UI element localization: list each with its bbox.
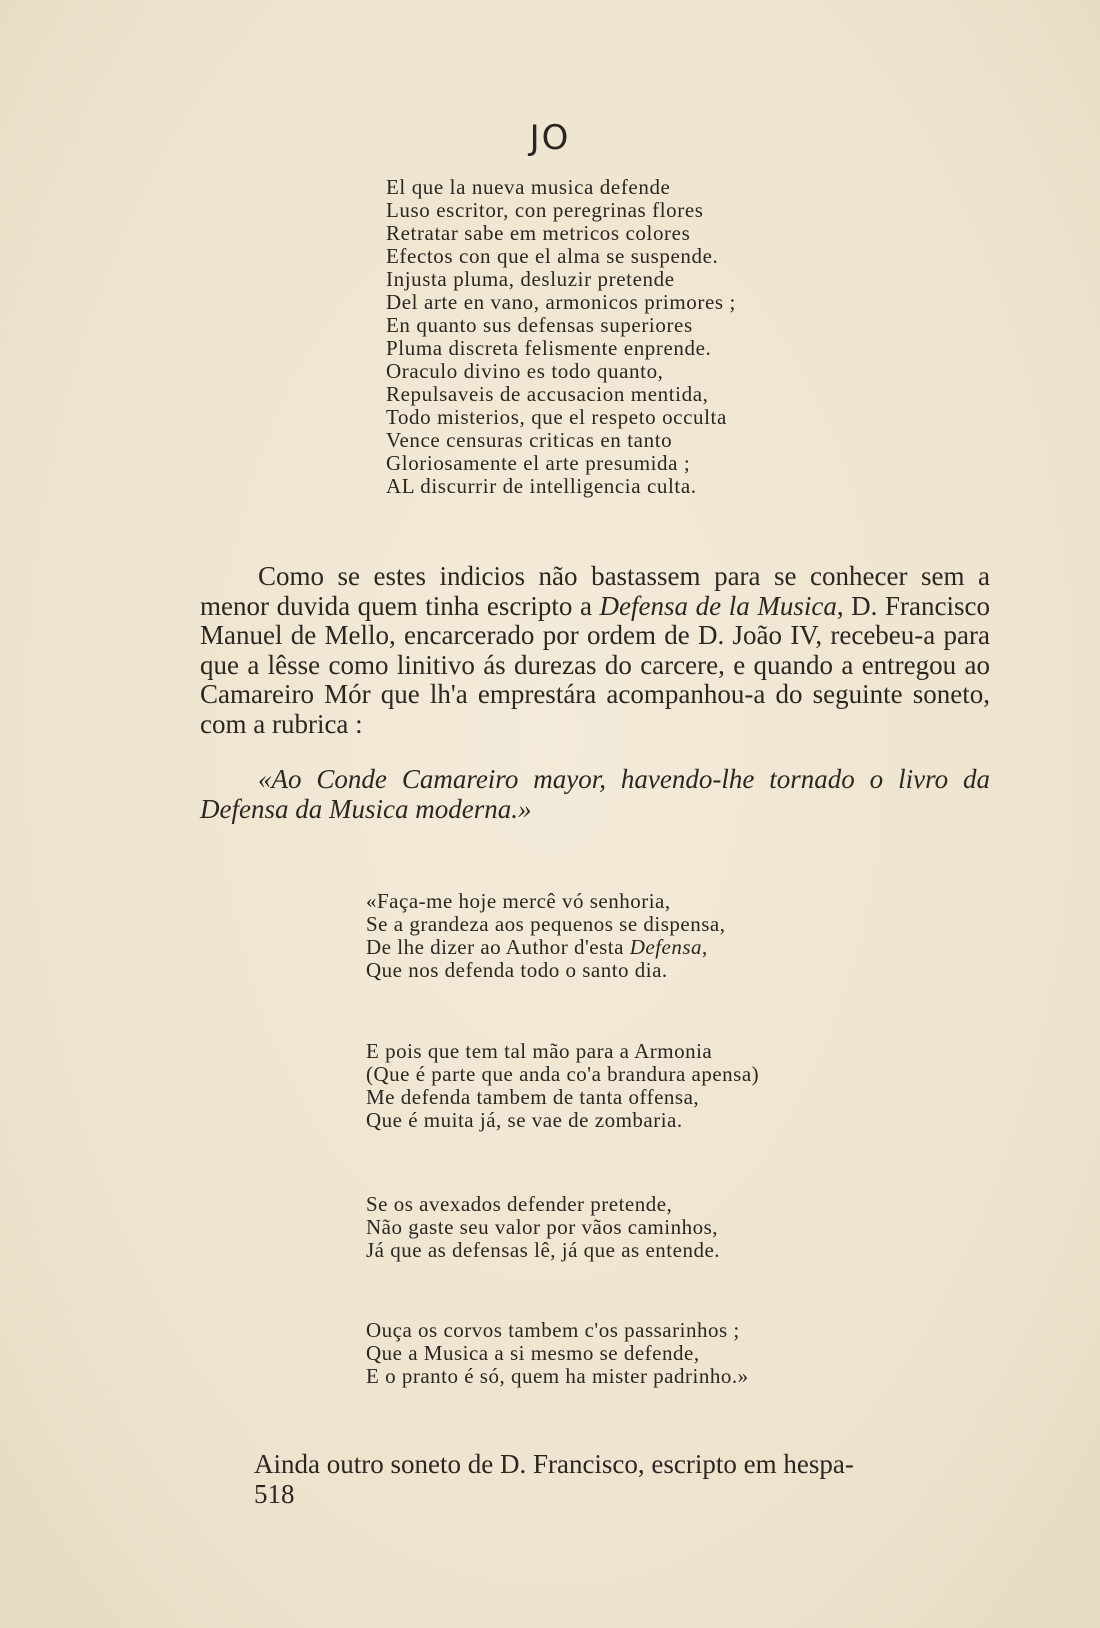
sonnet-stanza-1 [366, 890, 725, 982]
poem-line: En quanto sus defensas superiores [386, 313, 693, 337]
poem-line: AL discurrir de intelligencia culta. [386, 474, 697, 498]
sonnet-line: Se a grandeza aos pequenos se dispensa, [366, 912, 726, 936]
poem-line: Pluma discreta felismente enprende. [386, 336, 712, 360]
poem-line: Del arte en vano, armonicos primores ; [386, 290, 736, 314]
poem-line: Gloriosamente el arte presumida ; [386, 451, 691, 475]
final-line: Ainda outro soneto de D. Francisco, escripto em hespa- [254, 1449, 854, 1479]
sonnet-line: Que nos defenda todo o santo dia. [366, 958, 668, 982]
sonnet-stanza-2 [366, 1040, 759, 1132]
sonnet-stanza-3 [366, 1193, 720, 1262]
paragraph-text [200, 562, 990, 739]
paragraph-text-part: , D. Francisco Manuel de Mello, encarcerado por ordem de D. João IV, recebeu-a para que a lêsse como linitivo ás durezas do carcere, e quando a entregou ao Camareiro Mór que lh'a emprestára acompanhou-a do seguinte soneto, com a rubrica : [200, 590, 991, 739]
body-paragraph [200, 562, 990, 739]
rubric-paragraph [200, 765, 990, 824]
poem-line: Oraculo divino es todo quanto, [386, 359, 664, 383]
punctuation: , [702, 935, 708, 959]
sonnet-stanza-4 [366, 1319, 749, 1388]
sonnet-line: Ouça os corvos tambem c'os passarinhos ; [366, 1318, 740, 1342]
running-header: JO [529, 118, 571, 158]
sonnet-line: Que é muita já, se vae de zombaria. [366, 1108, 683, 1132]
sonnet-line: E o pranto é só, quem ha mister padrinho.» [366, 1364, 749, 1388]
poem-line: Injusta pluma, desluzir pretende [386, 267, 675, 291]
poem-line: Retratar sabe em metricos colores [386, 221, 691, 245]
poem-line: Todo misterios, que el respeto occulta [386, 405, 727, 429]
sonnet-line: Me defenda tambem de tanta offensa, [366, 1085, 700, 1109]
sonnet-line: Já que as defensas lê, já que as entende. [366, 1238, 721, 1262]
italic-word: Defensa [629, 935, 703, 959]
poem-line: Vence censuras criticas en tanto [386, 428, 673, 452]
sonnet-line: E pois que tem tal mão para a Armonia [366, 1039, 713, 1063]
sonnet-line: Que a Musica a si mesmo se defende, [366, 1341, 700, 1365]
book-title-italic: Defensa de la Musica [599, 590, 837, 621]
rubric-text: «Ao Conde Camareiro mayor, havendo-lhe tornado o livro da Defensa da Musica moderna.» [200, 764, 990, 824]
poem-line: Luso escritor, con peregrinas flores [386, 198, 704, 222]
sonnet-line-text: De lhe dizer ao Author d'esta [366, 935, 630, 959]
poem-line: Efectos con que el alma se suspende. [386, 244, 719, 268]
sonnet-line: «Faça-me hoje mercê vó senhoria, [366, 889, 671, 913]
sonnet-line: Não gaste seu valor por vãos caminhos, [366, 1215, 718, 1239]
poem-line: Repulsaveis de accusacion mentida, [386, 382, 709, 406]
sonnet-line: Se os avexados defender pretende, [366, 1192, 673, 1216]
sonnet-line: (Que é parte que anda co'a brandura apensa) [366, 1062, 760, 1086]
poem-line: El que la nueva musica defende [386, 175, 671, 199]
sonnet-line [366, 936, 725, 959]
paragraph-text-part: Como se estes indicios não bastassem para se conhecer sem a menor duvida quem tinha escripto a [200, 561, 990, 621]
page-number: 518 [254, 1479, 295, 1509]
spanish-sonnet [386, 176, 736, 498]
